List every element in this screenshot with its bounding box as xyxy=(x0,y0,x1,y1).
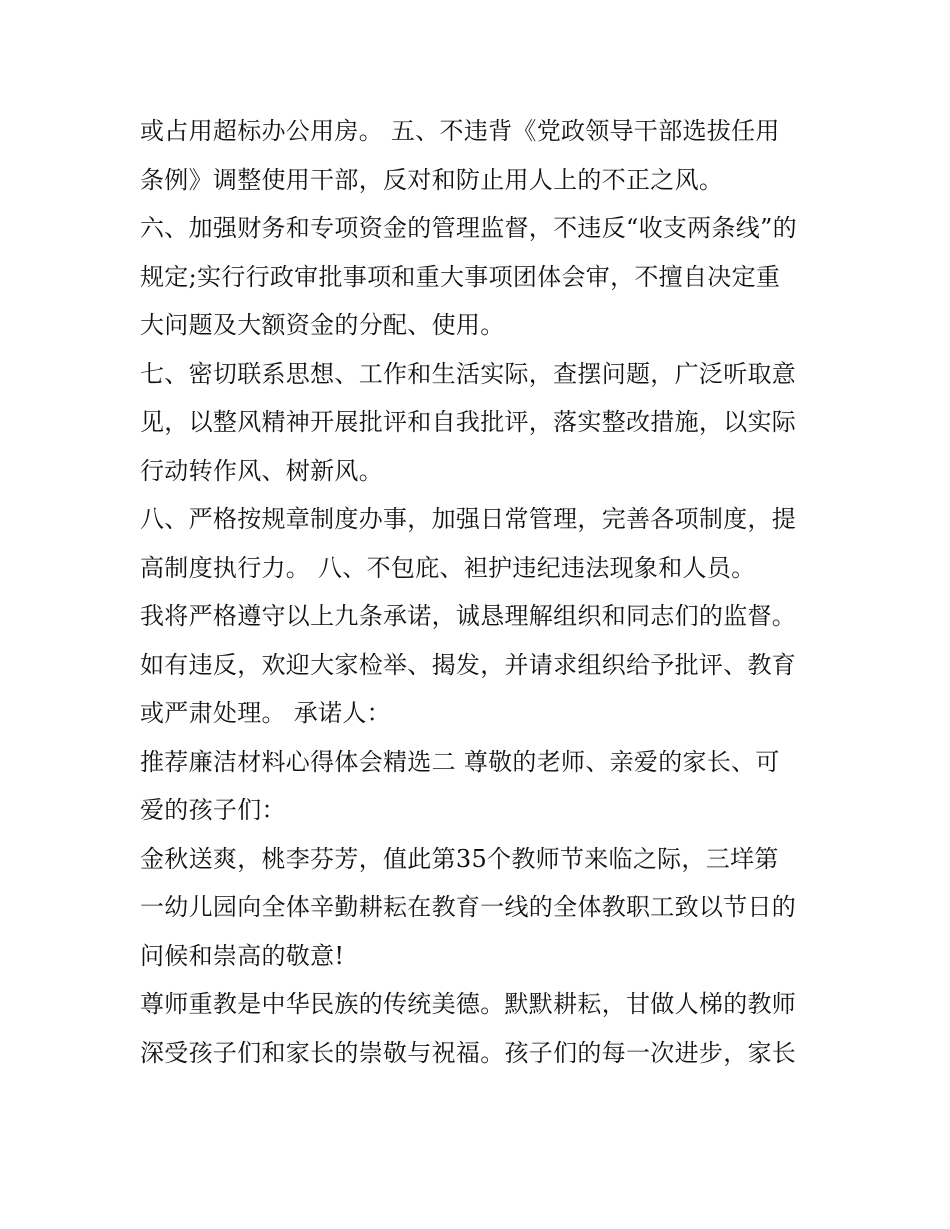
text-line: 条例》调整使用干部，反对和防止用人上的不正之风。 xyxy=(140,165,724,194)
text-line: 爱的孩子们： xyxy=(140,796,286,824)
text-line: 行动转作风、树新风。 xyxy=(140,456,383,485)
text-line: 八、严格按规章制度办事，加强日常管理，完善各项制度，提 xyxy=(140,505,797,533)
document-body xyxy=(140,107,820,1077)
text-line: 我将严格遵守以上九条承诺，诚恳理解组织和同志们的监督。 xyxy=(140,602,797,630)
text-line: 高制度执行力。 八、不包庇、袒护违纪违法现象和人员。 xyxy=(140,553,756,582)
text-line: 一幼儿园向全体辛勤耕耘在教育一线的全体教职工致以节日的 xyxy=(140,893,797,921)
text-line: 问候和崇高的敬意! xyxy=(140,941,345,970)
text-line: 大问题及大额资金的分配、使用。 xyxy=(140,311,505,339)
text-line: 或严肃处理。 承诺人： xyxy=(140,699,391,727)
text-line: 六、加强财务和专项资金的管理监督，不违反“收支两条线”的 xyxy=(140,214,797,242)
text-line: 如有违反，欢迎大家检举、揭发，并请求组织给予批评、教育 xyxy=(140,650,797,679)
text-line: 见，以整风精神开展批评和自我批评，落实整改措施，以实际 xyxy=(140,408,797,436)
text-line: 金秋送爽，桃李芬芳，值此第35个教师节来临之际，三垟第 xyxy=(140,844,779,873)
text-line: 或占用超标办公用房。 五、不违背《党政领导干部选拔任用 xyxy=(140,117,780,145)
text-line: 深受孩子们和家长的崇敬与祝福。孩子们的每一次进步，家长 xyxy=(140,1038,797,1067)
text-line: 尊师重教是中华民族的传统美德。默默耕耘，甘做人梯的教师 xyxy=(140,990,797,1018)
text-line: 七、密切联系思想、工作和生活实际，查摆问题，广泛听取意 xyxy=(140,359,797,388)
text-line: 规定;实行行政审批事项和重大事项团体会审，不擅自决定重 xyxy=(140,262,781,291)
text-line: 推荐廉洁材料心得体会精选二 尊敬的老师、亲爱的家长、可 xyxy=(140,747,780,776)
